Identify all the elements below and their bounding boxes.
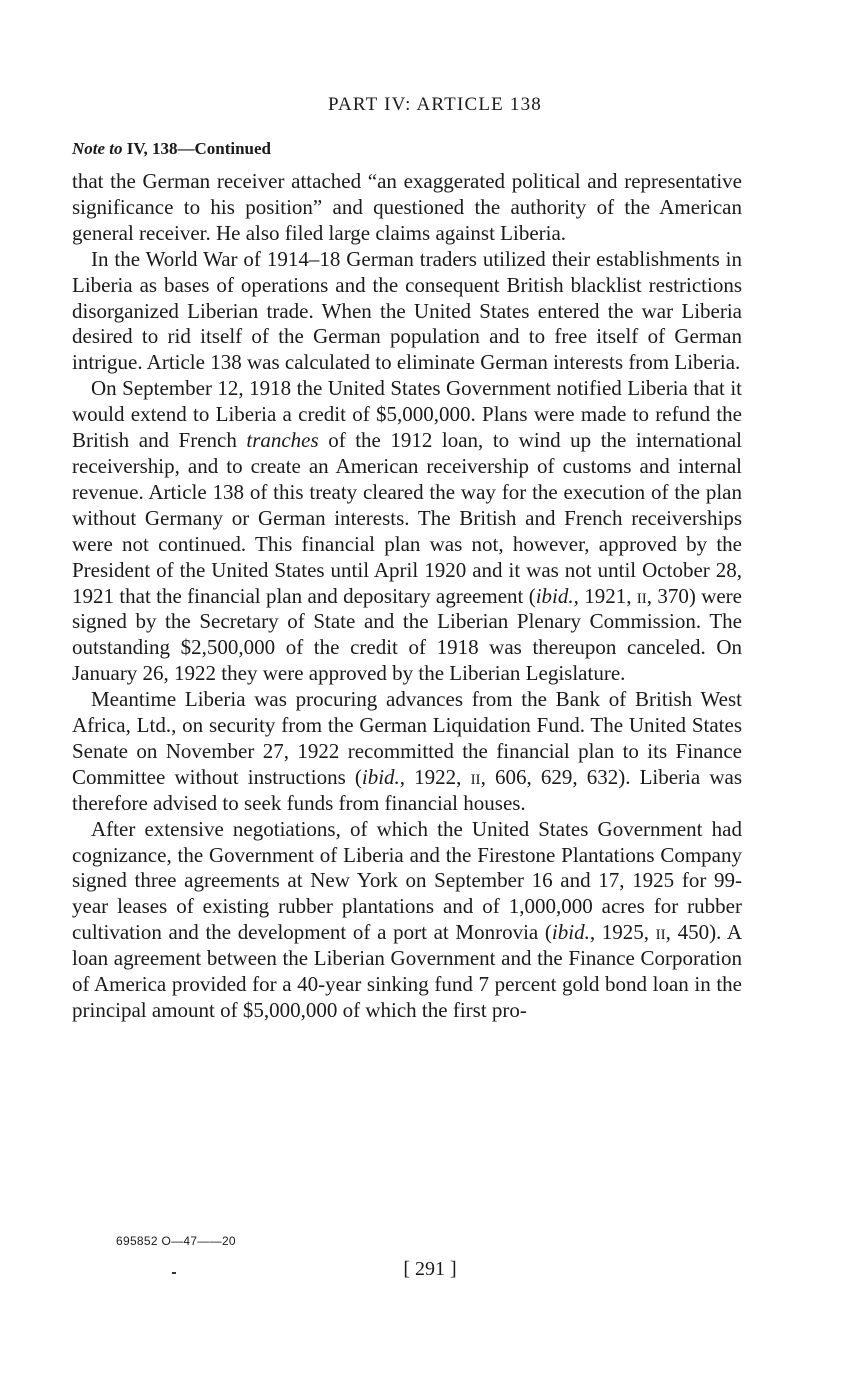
paragraph-4-part-c: , 1922, (399, 764, 471, 789)
paragraph-5-part-e: , 450). A loan agreement between the Liberian Government and the Finance Corporation of America provided for a 40-year sinking fund 7 percent gold bond loan in the principal amount of $5,000,000 of which the first pro- (72, 920, 743, 1022)
paragraph-5 (72, 817, 742, 1024)
page-number: [ 291 ] (403, 1258, 457, 1280)
ibid-citation: ibid. (361, 764, 400, 789)
paragraph-4-part-e: , 606, 629, 632). Liberia was therefore advised to seek funds from financial houses. (72, 764, 742, 815)
paragraph-2: In the World War of 1914–18 German traders utilized their establishments in Liberia as bases of operations and the consequent British blacklist restrictions disorganized Liberian trade. When the United States entered the war Liberia desired to rid itself of the German population and to free itself of German intrigue. Article 138 was calculated to eliminate German interests from Liberia. (72, 246, 742, 375)
paragraph-3-part-g: , 370) were signed by the Secretary of State and the Liberian Plenary Commission. The outstanding $2,500,000 of the credit of 1918 was thereupon canceled. On January 26, 1922 they were approved by the Liberian Legislature. (72, 583, 742, 686)
note-prefix: Note to (72, 139, 123, 158)
print-code: 695852 O—47——20 (116, 1234, 236, 1248)
volume-numeral: ii (636, 583, 647, 608)
ibid-citation: ibid. (551, 920, 590, 945)
paragraph-5-part-a: After extensive negotiations, of which the United States Government had cognizance, the Government of Liberia and the Firestone Plantations Company signed three agreements at New York on September 16 and 17, 1925 for 99-year leases of existing rubber plantations and of 1,000,000 acres for rubber cultivation and the development of a port at Monrovia ( (72, 816, 742, 945)
body-text (72, 169, 742, 1024)
paragraph-5-part-c: , 1925, (589, 920, 656, 945)
paragraph-4-part-a: Meantime Liberia was procuring advances from the Bank of British West Africa, Ltd., on security from the German Liquidation Fund. The United States Senate on November 27, 1922 recommitted the financial plan to its Finance Committee without instructions ( (72, 687, 742, 789)
paragraph-1: that the German receiver attached “an exaggerated political and representative significance to his position” and questioned the authority of the American general receiver. He also filed large claims against Liberia. (72, 169, 742, 245)
paragraph-3-part-a: On September 12, 1918 the United States Government notified Liberia that it would extend to Liberia a credit of $5,000,000. Plans were made to refund the British and French (72, 376, 742, 453)
tranches-term: tranches (246, 428, 319, 453)
ibid-citation: ibid. (535, 583, 574, 608)
paragraph-4 (72, 687, 742, 817)
paragraph-3-part-e: , 1921, (573, 583, 637, 608)
running-head: PART IV: ARTICLE 138 (327, 94, 543, 115)
paragraph-3-part-c: of the 1912 loan, to wind up the international receivership, and to create an American receivership of customs and internal revenue. Article 138 of this treaty cleared the way for the execution of the plan without Germany or German interests. The British and French receiverships were not continued. This financial plan was not, however, approved by the President of the United States until April 1920 and it was not until October 28, 1921 that the financial plan and depositary agreement ( (72, 428, 742, 608)
volume-numeral: ii (470, 764, 481, 789)
paragraph-3 (72, 376, 742, 687)
note-reference: IV, 138—Continued (126, 139, 272, 158)
note-heading (72, 139, 271, 159)
volume-numeral: ii (655, 920, 666, 945)
